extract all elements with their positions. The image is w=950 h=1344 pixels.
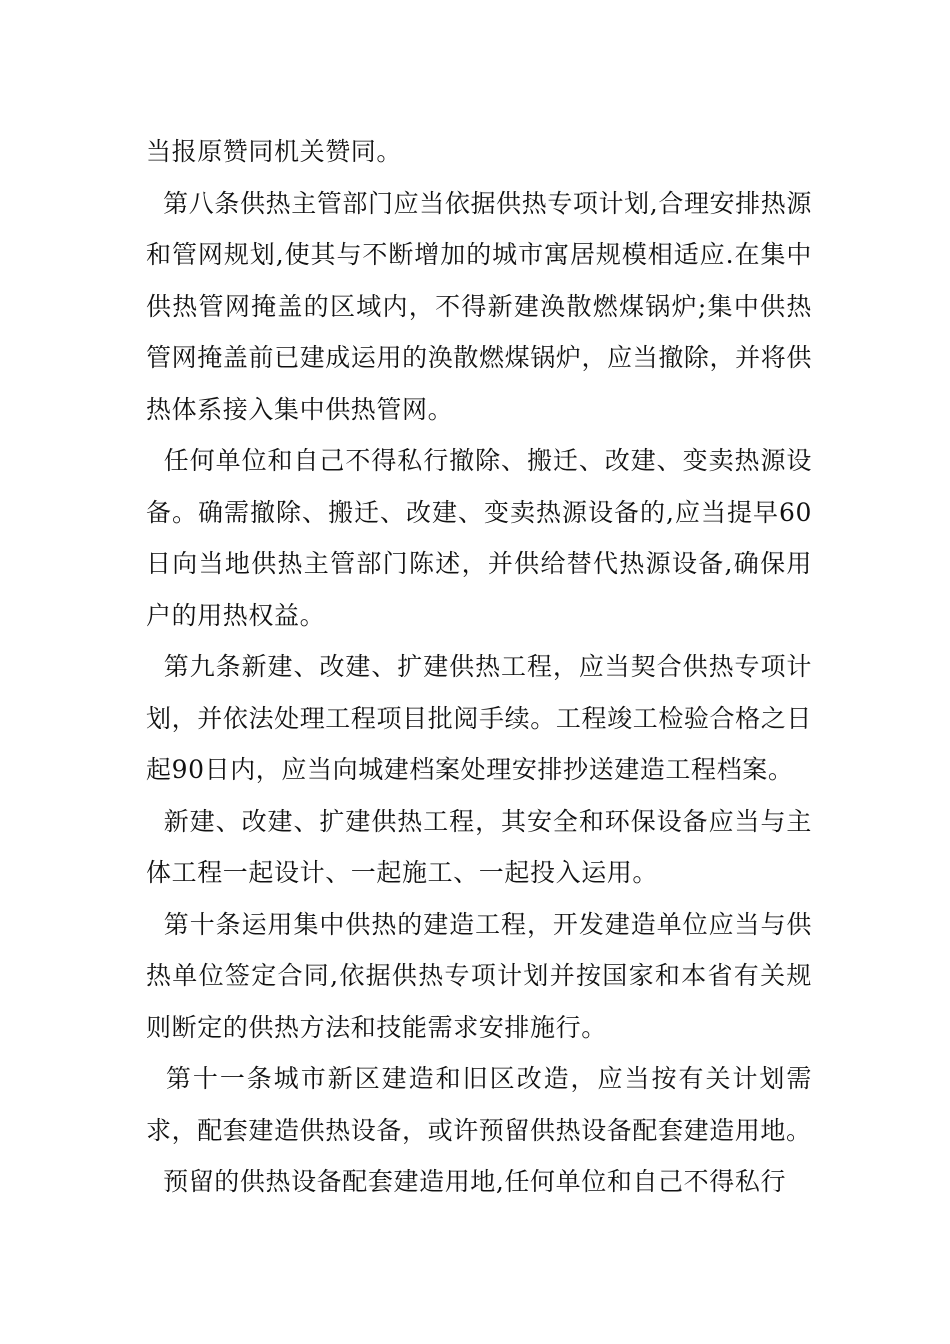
paragraph-safety-equipment: 新建、改建、扩建供热工程，其安全和环保设备应当与主体工程一起设计、一起施工、一起投入运用。 (146, 806, 812, 887)
paragraph-reserved-land: 预留的供热设备配套建造用地,任何单位和自己不得私行 (146, 1167, 787, 1196)
paragraph-article-9: 第九条新建、改建、扩建供热工程，应当契合供热专项计划，并依法处理工程项目批阅手续。工程竣工检验合格之日起90日内，应当向城建档案处理安排抄送建造工程档案。 (146, 652, 812, 784)
paragraph-article-8: 第八条供热主管部门应当依据供热专项计划,合理安排热源和管网规划,使其与不断增加的城市寓居规模相适应.在集中供热管网掩盖的区域内，不得新建涣散燃煤锅炉;集中供热管网掩盖前已建成运用的涣散燃煤锅炉，应当撤除，并将供热体系接入集中供热管网。 (146, 188, 812, 424)
paragraph-continuation: 当报原赞同机关赞同。 (146, 137, 403, 166)
paragraph-heat-source-equipment: 任何单位和自己不得私行撤除、搬迁、改建、变卖热源设备。确需撤除、搬迁、改建、变卖热源设备的,应当提早60日向当地供热主管部门陈述，并供给替代热源设备,确保用户的用热权益。 (146, 446, 812, 630)
paragraph-article-10: 第十条运用集中供热的建造工程，开发建造单位应当与供热单位签定合同,依据供热专项计划并按国家和本省有关规则断定的供热方法和技能需求安排施行。 (146, 909, 812, 1042)
paragraph-article-11: 第十一条城市新区建造和旧区改造，应当按有关计划需求，配套建造供热设备，或许预留供热设备配套建造用地。 (146, 1064, 813, 1145)
document-body (146, 126, 812, 1208)
